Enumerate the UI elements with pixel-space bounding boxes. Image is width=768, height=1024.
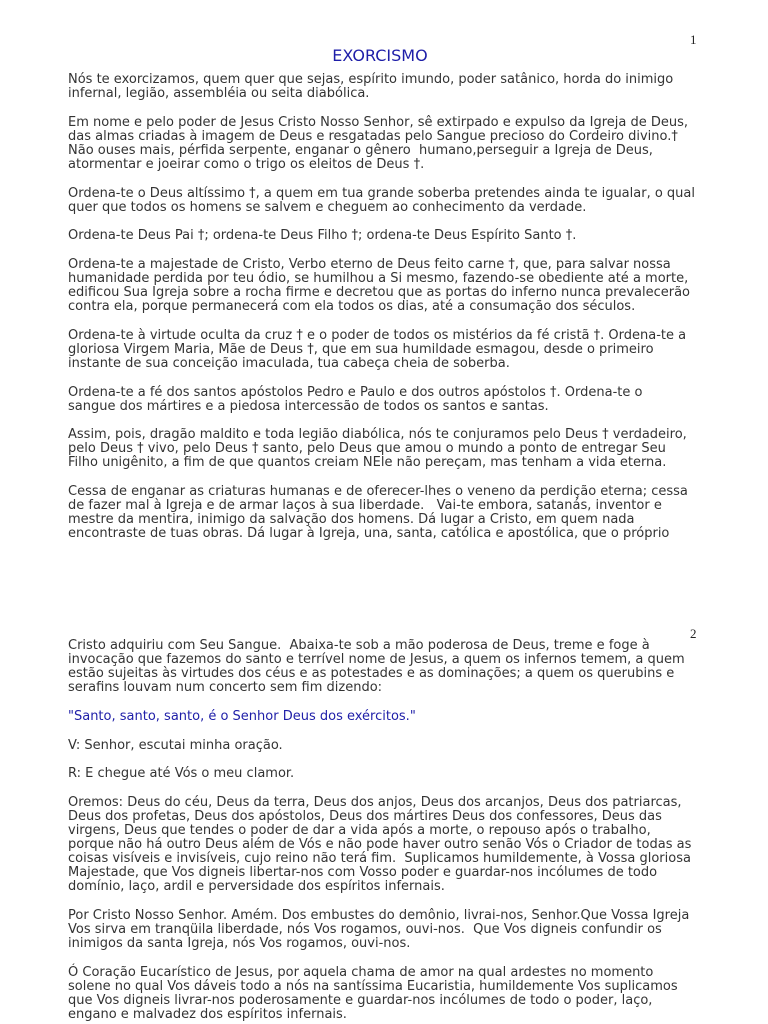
text-line: Não ouses mais, pérfida serpente, enganar o gênero humano,perseguir a Igreja de Deus,	[68, 142, 653, 158]
text-line: das almas criadas à imagem de Deus e resgatadas pelo Sangue precioso do Cordeiro divino.†	[68, 128, 678, 144]
text-line: Ordena-te a majestade de Cristo, Verbo eterno de Deus feito carne †, que, para salvar nossa	[68, 257, 671, 272]
paragraph	[68, 485, 758, 541]
document-title: EXORCISMO	[332, 46, 428, 65]
text-line: mestre da mentira, inimigo da salvação dos homens. Dá lugar a Cristo, em quem nada	[68, 512, 635, 527]
text-line: serafins louvam num concerto sem fim dizendo:	[68, 680, 383, 695]
paragraph	[68, 386, 758, 414]
text-line: edificou Sua Igreja sobre a rocha firme e decretou que as portas do inferno nunca prevalecerão	[68, 285, 691, 300]
text-line: Ordena-te Deus Pai †; ordena-te Deus Filho †; ordena-te Deus Espírito Santo †.	[68, 228, 577, 244]
text-line: sangue dos mártires e a piedosa intercessão de todos os santos e santas.	[68, 398, 549, 414]
text-line: Ordena-te o Deus altíssimo †, a quem em tua grande soberba pretendes ainda te igualar, o qual	[68, 185, 695, 201]
text-line: infernal, legião, assembléia ou seita diabólica.	[68, 86, 370, 101]
text-line: humanidade perdida por teu ódio, se humilhou a Si mesmo, fazendo-se obediente até a morte,	[68, 271, 689, 286]
text-line: Ordena-te à virtude oculta da cruz † e o poder de todos os mistérios da fé cristã †. Ordena-te a	[68, 327, 687, 343]
paragraph	[68, 73, 758, 101]
text-line: Oremos: Deus do céu, Deus da terra, Deus dos anjos, Deus dos arcanjos, Deus dos patriarcas,	[68, 795, 682, 810]
text-line: instante de sua conceição imaculada, tua cabeça cheia de soberba.	[68, 355, 510, 371]
text-line: Vos sirva em tranqüila liberdade, nós Vos rogamos, ouvi-nos. Que Vos digneis confundir os	[68, 921, 662, 937]
text-line: engano e malvadez dos espíritos infernais.	[68, 1006, 347, 1022]
text-line: Assim, pois, dragão maldito e toda legião diabólica, nós te conjuramos pelo Deus † verdadeiro,	[68, 427, 687, 443]
text-line: porque não há outro Deus além de Vós e não pode haver outro senão Vós o Criador de todas as	[68, 837, 692, 852]
page-number: 1	[690, 32, 697, 47]
text-line: virgens, Deus que tendes o poder de dar a vida após a morte, o repouso após o trabalho,	[68, 823, 651, 838]
text-line: Cristo adquiriu com Seu Sangue. Abaixa-te sob a mão poderosa de Deus, treme e foge à	[68, 638, 650, 653]
paragraph	[68, 909, 758, 951]
paragraph	[68, 258, 758, 314]
page-number: 2	[690, 626, 697, 641]
response	[68, 767, 758, 781]
page-2-body	[68, 639, 758, 1024]
text-line: atormentar e joeirar como o trigo os eleitos de Deus †.	[68, 156, 425, 172]
text-line: coisas visíveis e invisíveis, cujo reino não terá fim. Suplicamos humildemente, à Vossa gloriosa	[68, 851, 691, 866]
text-line: solene no qual Vos dáveis todo a nós na santíssima Eucaristia, humildemente Vos suplicamos	[68, 978, 678, 994]
text-line: pelo Deus † vivo, pelo Deus † santo, pelo Deus que amou o mundo a ponto de entregar Seu	[68, 441, 666, 457]
quote-paragraph	[68, 710, 758, 724]
text-line: invocação que fazemos do santo e terrível nome de Jesus, a quem os infernos temem, a quem	[68, 652, 685, 667]
text-line: Majestade, que Vos digneis libertar-nos com Vosso poder e guardar-nos incólumes de todo	[68, 865, 658, 880]
paragraph	[68, 966, 758, 1022]
paragraph	[68, 428, 758, 470]
text-line: quer que todos os homens se salvem e cheguem ao conhecimento da verdade.	[68, 199, 587, 215]
text-line: Por Cristo Nosso Senhor. Amém. Dos embustes do demônio, livrai-nos, Senhor.Que Vossa Igreja	[68, 907, 690, 923]
text-line: contra ela, porque permanecerá com ela todos os dias, até a consumação dos séculos.	[68, 299, 636, 314]
text-line: Em nome e pelo poder de Jesus Cristo Nosso Senhor, sê extirpado e expulso da Igreja de Deus,	[68, 114, 689, 130]
text-line: Cessa de enganar as criaturas humanas e de oferecer-lhes o veneno da perdição eterna; cessa	[68, 484, 688, 499]
text-line: Ordena-te a fé dos santos apóstolos Pedro e Paulo e dos outros apóstolos †. Ordena-te o	[68, 384, 643, 400]
text-line: encontraste de tuas obras. Dá lugar à Igreja, una, santa, católica e apostólica, que o próprio	[68, 526, 670, 541]
text-line: Nós te exorcizamos, quem quer que sejas, espírito imundo, poder satânico, horda do inimigo	[68, 72, 674, 87]
text-line: R: E chegue até Vós o meu clamor.	[68, 766, 295, 782]
text-line: de fazer mal à Igreja e de armar laços à sua liberdade. Vai-te embora, satanás, inventor e	[68, 498, 662, 513]
text-line: Ó Coração Eucarístico de Jesus, por aquela chama de amor na qual ardestes no momento	[68, 964, 654, 980]
paragraph	[68, 116, 758, 172]
text-line: que Vos digneis livrar-nos poderosamente e guardar-nos incólumes de todo o poder, laço,	[68, 992, 653, 1008]
text-line: gloriosa Virgem Maria, Mãe de Deus †, que em sua humildade esmagou, desde o primeiro	[68, 341, 654, 357]
text-line: Filho unigênito, a fim de que quantos creiam NEle não pereçam, mas tenham a vida eterna.	[68, 455, 667, 471]
text-line: inimigos da santa Igreja, nós Vos rogamos, ouvi-nos.	[68, 935, 411, 951]
paragraph	[68, 796, 758, 894]
versicle	[68, 739, 758, 753]
text-line: Deus dos profetas, Deus dos apóstolos, Deus dos mártires Deus dos confessores, Deus das	[68, 809, 662, 824]
paragraph	[68, 229, 758, 243]
text-line: estão sujeitas às virtudes dos céus e as potestades e as dominações; a quem os querubins e	[68, 666, 675, 681]
text-line: domínio, laço, ardil e perversidade dos espíritos infernais.	[68, 879, 445, 894]
text-line: V: Senhor, escutai minha oração.	[68, 737, 283, 753]
paragraph	[68, 187, 758, 215]
page-1-body	[68, 73, 758, 556]
quote-line: "Santo, santo, santo, é o Senhor Deus dos exércitos."	[68, 708, 416, 724]
paragraph	[68, 639, 758, 695]
paragraph	[68, 329, 758, 371]
